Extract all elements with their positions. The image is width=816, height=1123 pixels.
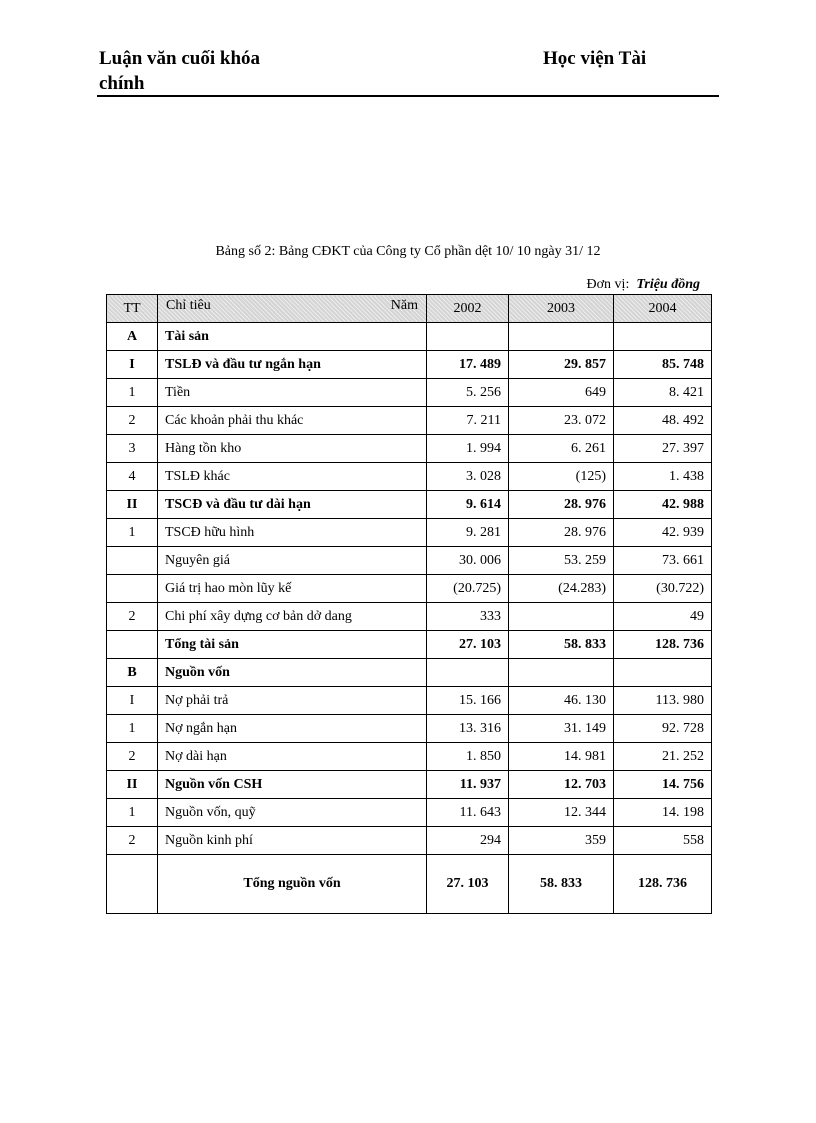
header-indicator-cell bbox=[158, 295, 427, 323]
total-value-2003: 58. 833 bbox=[509, 855, 614, 914]
row-value-2002: 30. 006 bbox=[427, 547, 509, 575]
row-value-2002: 7. 211 bbox=[427, 407, 509, 435]
table-row bbox=[107, 463, 712, 491]
unit-label: Đơn vị: bbox=[586, 277, 630, 292]
row-value-2003: 23. 072 bbox=[509, 407, 614, 435]
row-value-2003: 359 bbox=[509, 827, 614, 855]
header-year: 2003 bbox=[509, 295, 614, 323]
table-row bbox=[107, 799, 712, 827]
row-value-2002: 11. 643 bbox=[427, 799, 509, 827]
row-value-2002: 1. 850 bbox=[427, 743, 509, 771]
row-indicator: Các khoản phải thu khác bbox=[158, 407, 427, 435]
header-indicator-label: Chỉ tiêu bbox=[166, 298, 211, 313]
table-row bbox=[107, 575, 712, 603]
row-indicator: Nợ dài hạn bbox=[158, 743, 427, 771]
row-tt: A bbox=[107, 323, 158, 351]
row-value-2004: 1. 438 bbox=[614, 463, 712, 491]
row-value-2002: 11. 937 bbox=[427, 771, 509, 799]
row-indicator: Nợ phải trả bbox=[158, 687, 427, 715]
row-value-2003: 6. 261 bbox=[509, 435, 614, 463]
row-indicator: Nguồn kinh phí bbox=[158, 827, 427, 855]
header-tt: TT bbox=[107, 295, 158, 323]
table-caption: Bảng số 2: Bảng CĐKT của Công ty Cổ phần dệt 10/ 10 ngày 31/ 12 bbox=[215, 244, 601, 259]
row-value-2002: 15. 166 bbox=[427, 687, 509, 715]
table-row bbox=[107, 743, 712, 771]
row-value-2002: 333 bbox=[427, 603, 509, 631]
unit-value: Triệu đồng bbox=[636, 277, 700, 292]
row-value-2002: 13. 316 bbox=[427, 715, 509, 743]
header-left-line1: Luận văn cuối khóa bbox=[99, 48, 261, 69]
row-value-2002: 5. 256 bbox=[427, 379, 509, 407]
row-value-2004: 113. 980 bbox=[614, 687, 712, 715]
header-year: 2004 bbox=[614, 295, 712, 323]
table-row bbox=[107, 491, 712, 519]
row-value-2004: 128. 736 bbox=[614, 631, 712, 659]
row-tt: II bbox=[107, 491, 158, 519]
row-value-2004: 92. 728 bbox=[614, 715, 712, 743]
table-row bbox=[107, 771, 712, 799]
table-header-row bbox=[107, 295, 712, 323]
row-value-2003: 29. 857 bbox=[509, 351, 614, 379]
header-right-title: Học viện Tài bbox=[543, 48, 647, 69]
row-tt: 2 bbox=[107, 743, 158, 771]
row-value-2004: 558 bbox=[614, 827, 712, 855]
header-year: 2002 bbox=[427, 295, 509, 323]
row-value-2003: 28. 976 bbox=[509, 519, 614, 547]
row-tt: 2 bbox=[107, 603, 158, 631]
row-indicator: Tổng tài sản bbox=[158, 631, 427, 659]
row-tt bbox=[107, 547, 158, 575]
row-indicator: Giá trị hao mòn lũy kế bbox=[158, 575, 427, 603]
row-indicator: Nguồn vốn CSH bbox=[158, 771, 427, 799]
row-tt: 4 bbox=[107, 463, 158, 491]
row-value-2003: 58. 833 bbox=[509, 631, 614, 659]
row-value-2004 bbox=[614, 659, 712, 687]
row-tt: 2 bbox=[107, 827, 158, 855]
row-tt: II bbox=[107, 771, 158, 799]
unit-note bbox=[587, 277, 700, 293]
row-value-2003: 649 bbox=[509, 379, 614, 407]
row-indicator: TSLĐ và đầu tư ngắn hạn bbox=[158, 351, 427, 379]
row-tt: 2 bbox=[107, 407, 158, 435]
row-value-2004: 73. 661 bbox=[614, 547, 712, 575]
row-indicator: Nợ ngắn hạn bbox=[158, 715, 427, 743]
row-value-2004: (30.722) bbox=[614, 575, 712, 603]
row-value-2003 bbox=[509, 659, 614, 687]
row-value-2002: 1. 994 bbox=[427, 435, 509, 463]
row-tt: 1 bbox=[107, 379, 158, 407]
row-indicator: Tài sản bbox=[158, 323, 427, 351]
row-value-2004: 48. 492 bbox=[614, 407, 712, 435]
total-label: Tổng nguồn vốn bbox=[158, 855, 427, 914]
table-row bbox=[107, 827, 712, 855]
row-value-2003: 28. 976 bbox=[509, 491, 614, 519]
header-year-label: Năm bbox=[390, 298, 418, 313]
row-tt: I bbox=[107, 351, 158, 379]
table-row bbox=[107, 323, 712, 351]
row-value-2002: 17. 489 bbox=[427, 351, 509, 379]
table-row bbox=[107, 715, 712, 743]
row-value-2004: 21. 252 bbox=[614, 743, 712, 771]
row-value-2003: (24.283) bbox=[509, 575, 614, 603]
row-value-2004: 49 bbox=[614, 603, 712, 631]
row-value-2002: (20.725) bbox=[427, 575, 509, 603]
row-value-2002 bbox=[427, 323, 509, 351]
row-value-2003: 14. 981 bbox=[509, 743, 614, 771]
row-tt: 1 bbox=[107, 519, 158, 547]
total-value-2002: 27. 103 bbox=[427, 855, 509, 914]
total-tt bbox=[107, 855, 158, 914]
total-row bbox=[107, 855, 712, 914]
row-tt: 3 bbox=[107, 435, 158, 463]
row-value-2004: 85. 748 bbox=[614, 351, 712, 379]
table-row bbox=[107, 435, 712, 463]
row-indicator: TSCĐ và đầu tư dài hạn bbox=[158, 491, 427, 519]
table-row bbox=[107, 603, 712, 631]
row-value-2002: 9. 281 bbox=[427, 519, 509, 547]
row-tt: B bbox=[107, 659, 158, 687]
row-value-2002: 3. 028 bbox=[427, 463, 509, 491]
row-tt: I bbox=[107, 687, 158, 715]
row-indicator: Tiền bbox=[158, 379, 427, 407]
row-tt bbox=[107, 575, 158, 603]
row-value-2002 bbox=[427, 659, 509, 687]
row-value-2003 bbox=[509, 603, 614, 631]
row-value-2003: 12. 703 bbox=[509, 771, 614, 799]
row-value-2004: 14. 198 bbox=[614, 799, 712, 827]
row-value-2004: 42. 988 bbox=[614, 491, 712, 519]
row-value-2002: 9. 614 bbox=[427, 491, 509, 519]
table-row bbox=[107, 351, 712, 379]
table-row bbox=[107, 379, 712, 407]
table-row bbox=[107, 659, 712, 687]
table-row bbox=[107, 547, 712, 575]
row-value-2003: (125) bbox=[509, 463, 614, 491]
row-value-2002: 27. 103 bbox=[427, 631, 509, 659]
row-tt: 1 bbox=[107, 715, 158, 743]
row-value-2004: 27. 397 bbox=[614, 435, 712, 463]
row-value-2003 bbox=[509, 323, 614, 351]
row-indicator: TSLĐ khác bbox=[158, 463, 427, 491]
row-indicator: Chi phí xây dựng cơ bản dở dang bbox=[158, 603, 427, 631]
row-value-2003: 46. 130 bbox=[509, 687, 614, 715]
row-value-2003: 12. 344 bbox=[509, 799, 614, 827]
row-value-2003: 53. 259 bbox=[509, 547, 614, 575]
row-indicator: Hàng tồn kho bbox=[158, 435, 427, 463]
header-rule bbox=[97, 95, 719, 97]
row-value-2002: 294 bbox=[427, 827, 509, 855]
table-row bbox=[107, 631, 712, 659]
balance-sheet-table bbox=[106, 294, 712, 914]
row-value-2003: 31. 149 bbox=[509, 715, 614, 743]
table-row bbox=[107, 407, 712, 435]
row-value-2004: 8. 421 bbox=[614, 379, 712, 407]
header-left-title bbox=[99, 46, 260, 96]
row-value-2004: 42. 939 bbox=[614, 519, 712, 547]
header-left-line2: chính bbox=[99, 73, 145, 94]
table-row bbox=[107, 519, 712, 547]
row-indicator: Nguồn vốn bbox=[158, 659, 427, 687]
table-row bbox=[107, 687, 712, 715]
total-value-2004: 128. 736 bbox=[614, 855, 712, 914]
row-tt bbox=[107, 631, 158, 659]
row-indicator: Nguyên giá bbox=[158, 547, 427, 575]
row-tt: 1 bbox=[107, 799, 158, 827]
row-value-2004: 14. 756 bbox=[614, 771, 712, 799]
row-value-2004 bbox=[614, 323, 712, 351]
row-indicator: TSCĐ hữu hình bbox=[158, 519, 427, 547]
row-indicator: Nguồn vốn, quỹ bbox=[158, 799, 427, 827]
